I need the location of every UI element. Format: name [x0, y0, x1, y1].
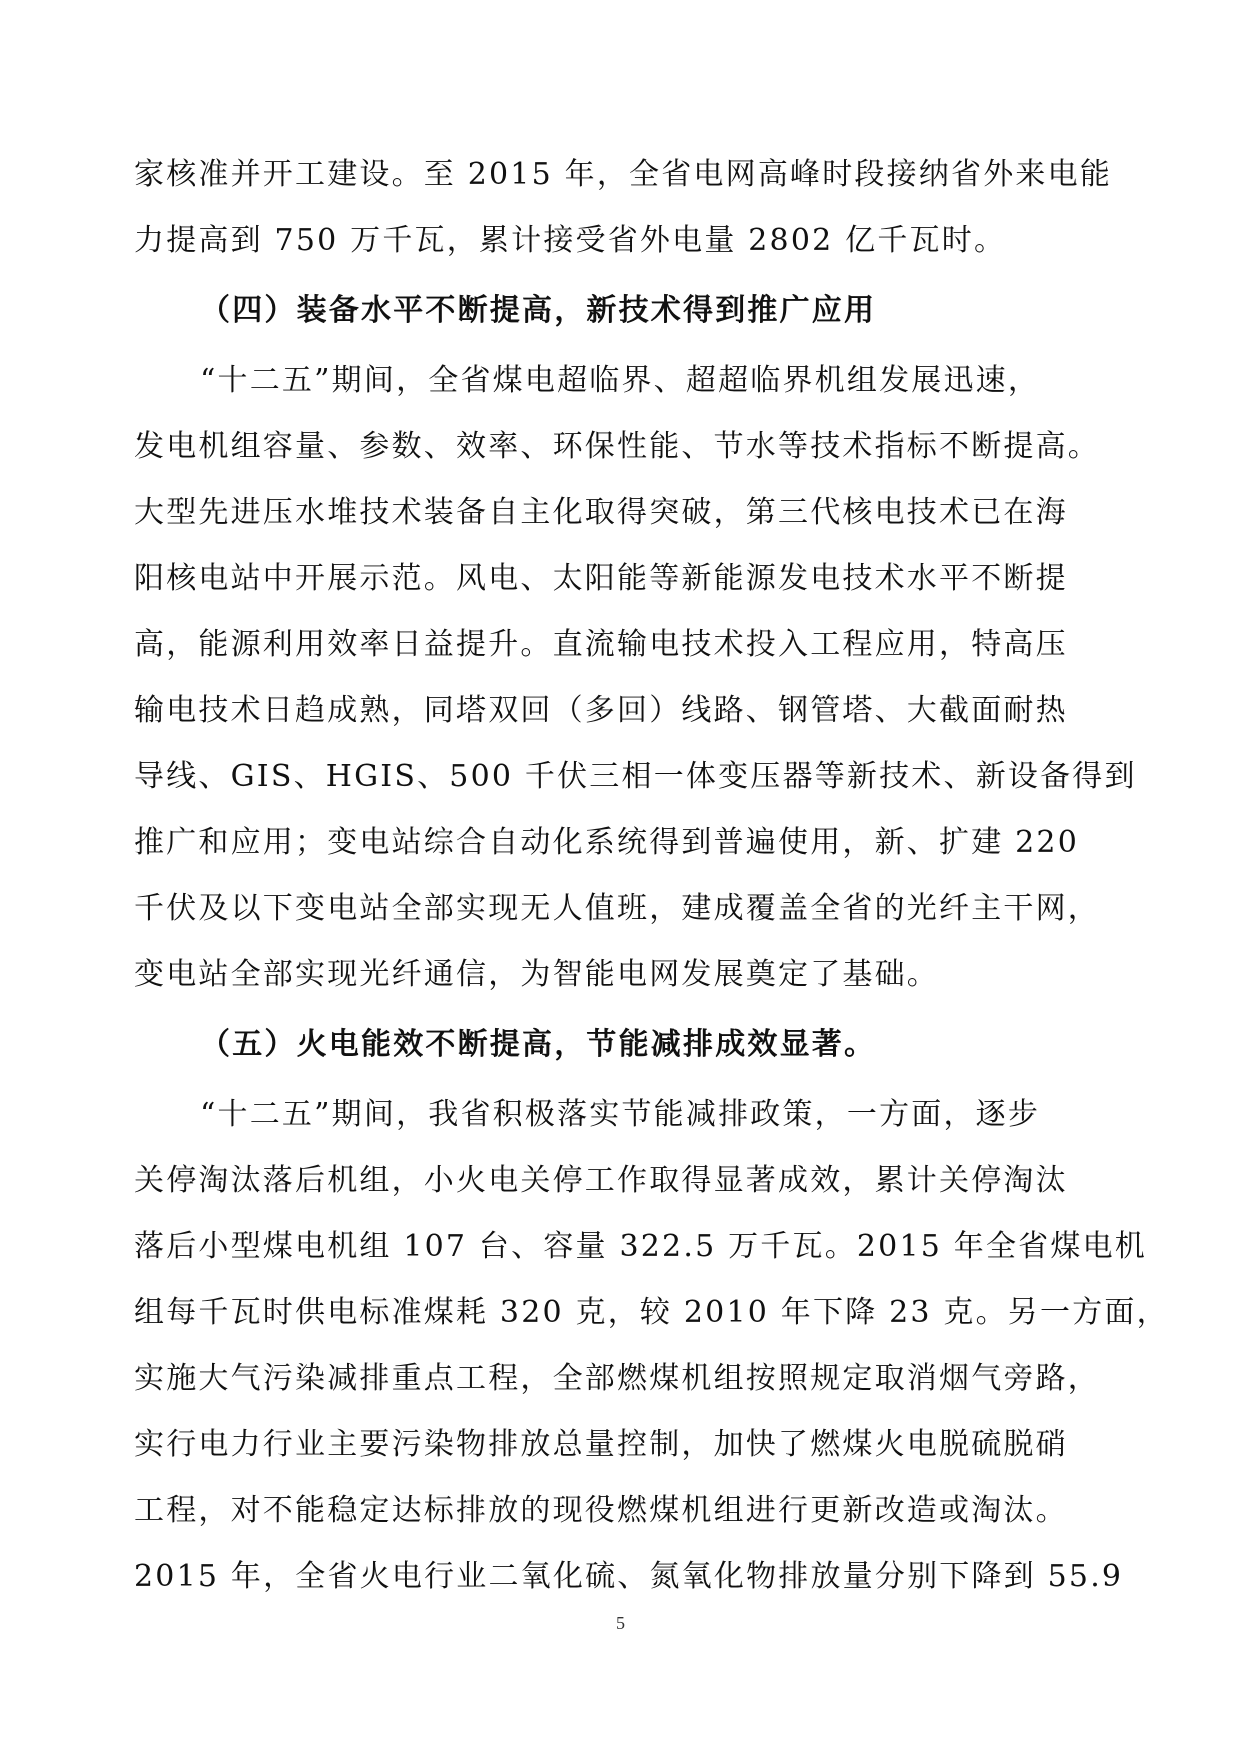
text-line: 大型先进压水堆技术装备自主化取得突破，第三代核电技术已在海	[134, 495, 1068, 530]
text-line: 发电机组容量、参数、效率、环保性能、节水等技术指标不断提高。	[134, 429, 1100, 464]
text-line: 导线、GIS、HGIS、500 千伏三相一体变压器等新技术、新设备得到	[134, 759, 1137, 794]
text-line: 关停淘汰落后机组，小火电关停工作取得显著成效，累计关停淘汰	[134, 1163, 1068, 1198]
text-line: 千伏及以下变电站全部实现无人值班，建成覆盖全省的光纤主干网，	[134, 891, 1100, 926]
heading-line: （四）装备水平不断提高，新技术得到推广应用	[200, 293, 877, 328]
text-line: 组每千瓦时供电标准煤耗 320 克，较 2010 年下降 23 克。另一方面，	[134, 1295, 1169, 1330]
text-line: 实行电力行业主要污染物排放总量控制，加快了燃煤火电脱硫脱硝	[134, 1427, 1068, 1462]
section-heading	[134, 278, 1114, 344]
paragraph	[134, 348, 1137, 1008]
paragraph	[134, 142, 1114, 274]
text-line: 2015 年，全省火电行业二氧化硫、氮氧化物排放量分别下降到 55.9	[134, 1559, 1124, 1594]
document-body	[134, 142, 1169, 1610]
text-line: 家核准并开工建设。至 2015 年，全省电网高峰时段接纳省外来电能	[134, 157, 1113, 192]
text-line: 输电技术日趋成熟，同塔双回（多回）线路、钢管塔、大截面耐热	[134, 693, 1068, 728]
section-heading	[134, 1012, 1114, 1078]
text-line: “十二五”期间，我省积极落实节能减排政策，一方面，逐步	[200, 1097, 1041, 1132]
paragraph	[134, 1082, 1169, 1610]
text-line: 实施大气污染减排重点工程，全部燃煤机组按照规定取消烟气旁路，	[134, 1361, 1100, 1396]
text-line: 工程，对不能稳定达标排放的现役燃煤机组进行更新改造或淘汰。	[134, 1493, 1068, 1528]
text-line: 阳核电站中开展示范。风电、太阳能等新能源发电技术水平不断提	[134, 561, 1068, 596]
text-line: “十二五”期间，全省煤电超临界、超超临界机组发展迅速，	[200, 363, 1041, 398]
page-number: 5	[616, 1613, 625, 1633]
text-line: 落后小型煤电机组 107 台、容量 322.5 万千瓦。2015 年全省煤电机	[134, 1229, 1147, 1264]
text-line: 变电站全部实现光纤通信，为智能电网发展奠定了基础。	[134, 957, 939, 992]
text-line: 推广和应用；变电站综合自动化系统得到普遍使用，新、扩建 220	[134, 825, 1079, 860]
heading-line: （五）火电能效不断提高，节能减排成效显著。	[200, 1027, 877, 1062]
text-line: 高，能源利用效率日益提升。直流输电技术投入工程应用，特高压	[134, 627, 1068, 662]
text-line: 力提高到 750 万千瓦，累计接受省外电量 2802 亿千瓦时。	[134, 223, 1007, 258]
